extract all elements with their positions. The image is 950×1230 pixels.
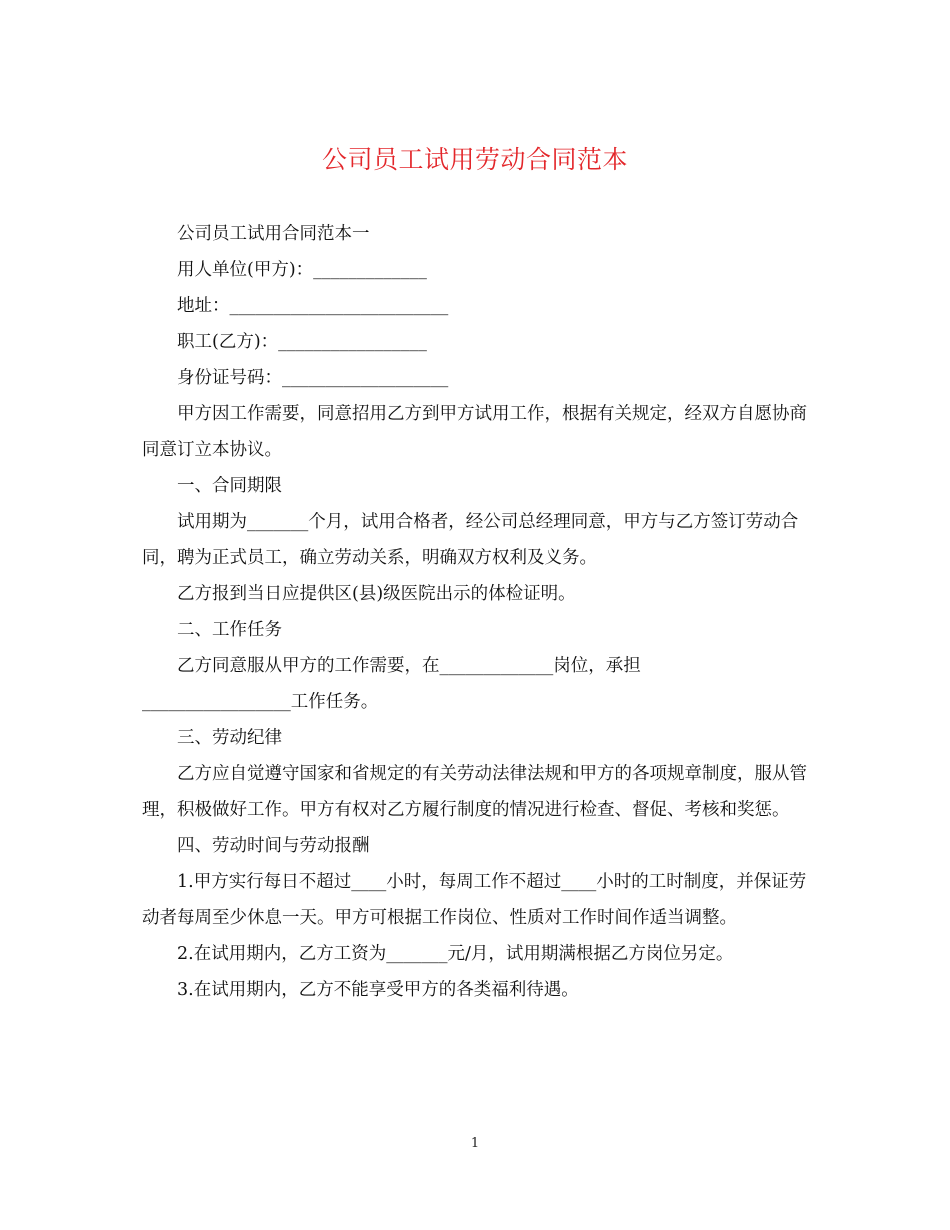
tasks-paragraph-line1: 乙方同意服从甲方的工作需要，在_____________岗位，承担 (177, 656, 641, 676)
medical-paragraph: 乙方报到当日应提供区(县)级医院出示的体检证明。 (177, 584, 576, 604)
employer-field: 用人单位(甲方)：_____________ (177, 260, 427, 280)
section-heading-contract-one: 公司员工试用合同范本一 (177, 224, 370, 244)
document-body (142, 216, 810, 1008)
tasks-paragraph-line2: _________________工作任务。 (142, 692, 379, 712)
section-heading-term: 一、合同期限 (177, 476, 282, 496)
document-title: 公司员工试用劳动合同范本 (321, 145, 628, 174)
section-heading-tasks: 二、工作任务 (177, 620, 282, 640)
hours-paragraph: 1.甲方实行每日不超过____小时，每周工作不超过____小时的工时制度，并保证劳动者每周至少休息一天。甲方可根据工作岗位、性质对工作时间作适当调整。 (142, 872, 807, 928)
page-number: 1 (470, 1136, 480, 1151)
id-number-field: 身份证号码：___________________ (177, 368, 449, 388)
section-heading-discipline: 三、劳动纪律 (177, 728, 282, 748)
address-field: 地址：_________________________ (177, 296, 449, 316)
salary-paragraph: 2.在试用期内，乙方工资为_______元/月，试用期满根据乙方岗位另定。 (177, 944, 734, 964)
term-paragraph: 试用期为_______个月，试用合格者，经公司总经理同意，甲方与乙方签订劳动合同，聘为正式员工，确立劳动关系，明确双方权利及义务。 (142, 512, 799, 568)
employee-field: 职工(乙方)：_________________ (177, 332, 427, 352)
benefits-paragraph: 3.在试用期内，乙方不能享受甲方的各类福利待遇。 (177, 980, 579, 1000)
intro-paragraph: 甲方因工作需要，同意招用乙方到甲方试用工作，根据有关规定，经双方自愿协商同意订立本协议。 (142, 404, 807, 460)
discipline-paragraph: 乙方应自觉遵守国家和省规定的有关劳动法律法规和甲方的各项规章制度，服从管理，积极做好工作。甲方有权对乙方履行制度的情况进行检查、督促、考核和奖惩。 (142, 764, 807, 820)
section-heading-hours-pay: 四、劳动时间与劳动报酬 (177, 836, 370, 856)
